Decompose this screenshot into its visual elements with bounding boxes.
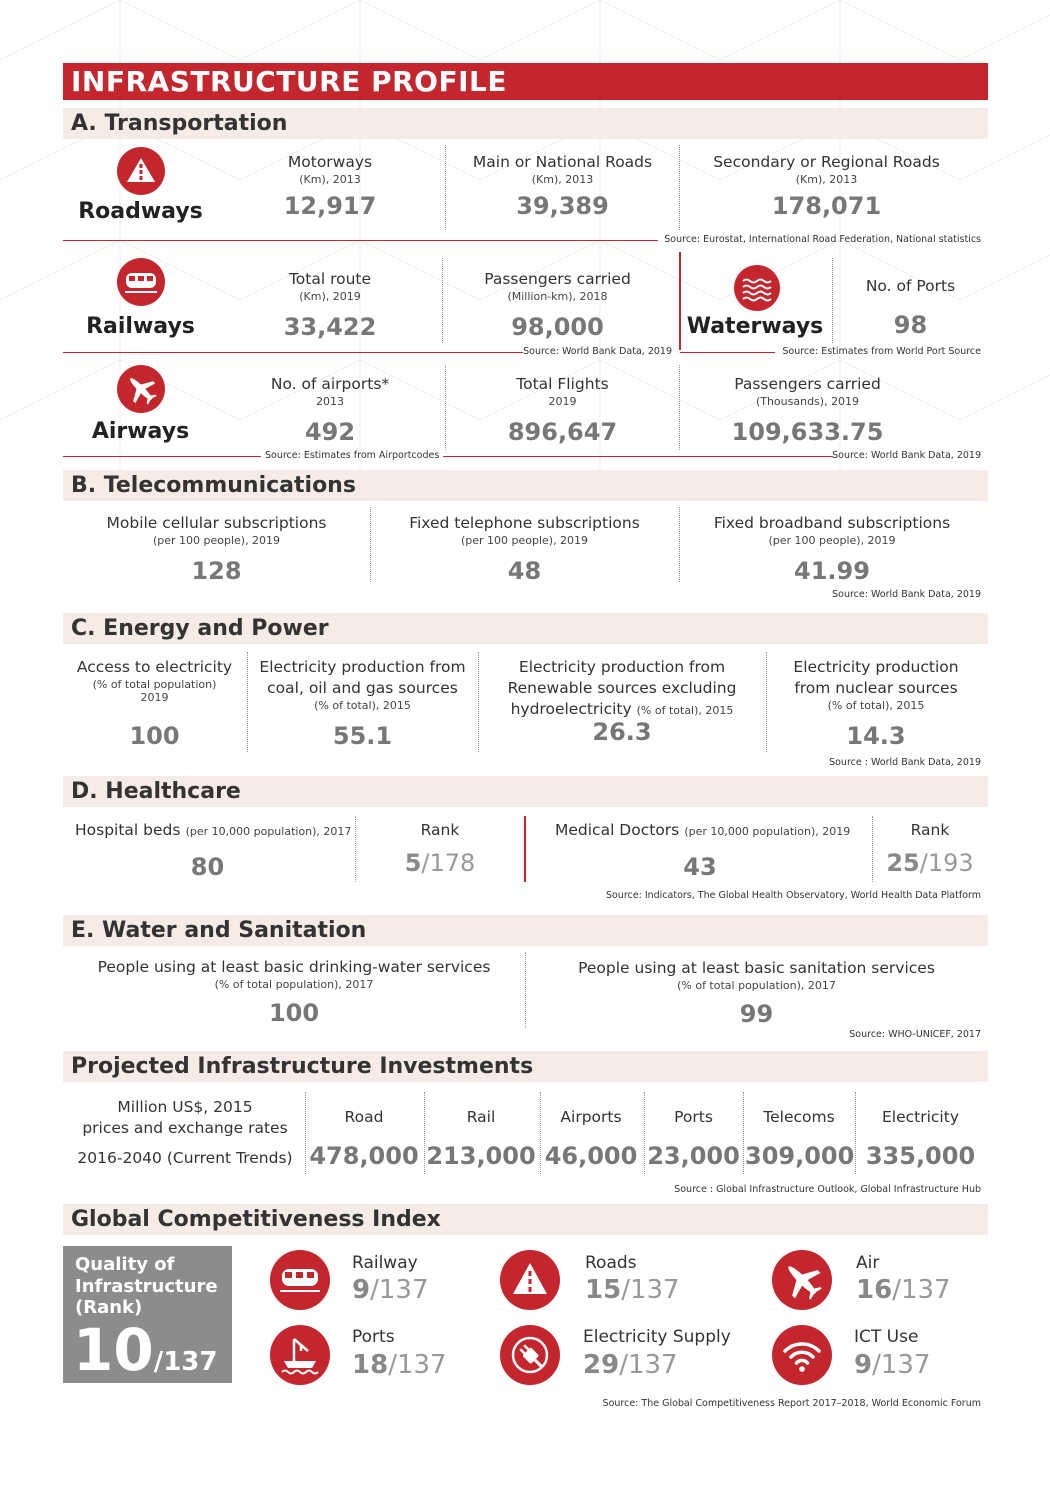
red-rule	[443, 456, 833, 457]
box-rank-of: /137	[153, 1347, 218, 1377]
hospital-beds-value: 80	[190, 853, 225, 881]
gci-electricity-of: /137	[619, 1350, 678, 1380]
nuclear-label-1: Electricity production	[793, 658, 959, 676]
mobile-value: 128	[191, 557, 242, 585]
invest-rail-value: 213,000	[426, 1142, 536, 1170]
gci-roads-label: Roads	[585, 1253, 637, 1273]
doctors-rank-label: Rank	[910, 821, 950, 839]
airplane-icon	[117, 365, 165, 413]
box-rank: 10	[73, 1316, 154, 1384]
gci-railway-label: Railway	[352, 1253, 418, 1273]
ports-icon	[270, 1325, 330, 1385]
wifi-icon	[772, 1325, 832, 1385]
divider	[679, 145, 680, 230]
red-rule	[63, 240, 658, 241]
red-divider	[524, 816, 526, 882]
fossil-label-2: coal, oil and gas sources	[267, 679, 458, 697]
nuclear-label-2: from nuclear sources	[794, 679, 958, 697]
doctors-value: 43	[683, 853, 717, 881]
section-water: E. Water and Sanitation	[63, 915, 988, 946]
roadways-label: Roadways	[78, 199, 203, 224]
road-icon	[117, 147, 165, 195]
air-passengers-sub: (Thousands), 2019	[755, 395, 860, 408]
airports-sub: 2013	[316, 395, 344, 408]
gci-electricity-rank: 29	[583, 1350, 620, 1380]
doctors-rank-value: 25	[886, 849, 920, 877]
doctors-sub: (per 10,000 population), 2019	[684, 825, 851, 838]
red-rule	[63, 456, 261, 457]
railway-icon	[270, 1250, 330, 1310]
electricity-access-value: 100	[129, 722, 180, 750]
roads-icon	[500, 1250, 560, 1310]
airways-source-right: Source: World Bank Data, 2019	[832, 450, 981, 461]
renewable-sub: (% of total), 2015	[636, 704, 734, 717]
railways-source: Source: World Bank Data, 2019	[523, 346, 672, 357]
red-rule	[63, 352, 523, 353]
gci-ict-of: /137	[872, 1350, 931, 1380]
invest-electricity-label: Electricity	[882, 1108, 959, 1126]
divider	[370, 507, 371, 582]
waterways-source: Source: Estimates from World Port Source	[782, 346, 981, 357]
divider	[679, 365, 680, 450]
gci-air-label: Air	[856, 1253, 880, 1273]
red-rule	[680, 352, 775, 353]
divider	[644, 1092, 645, 1174]
gci-electricity-label: Electricity Supply	[583, 1327, 731, 1347]
air-passengers-value: 109,633.75	[731, 418, 884, 446]
sanitation-sub: (% of total population), 2017	[677, 979, 836, 992]
sanitation-label: People using at least basic sanitation services	[578, 959, 935, 977]
water-source: Source: WHO-UNICEF, 2017	[849, 1029, 981, 1040]
roadways-source: Source: Eurostat, International Road Federation, National statistics	[664, 234, 981, 245]
divider	[872, 816, 873, 882]
gci-roads-of: /137	[621, 1275, 680, 1305]
national-roads-label: Main or National Roads	[472, 153, 653, 171]
gci-ict-label: ICT Use	[854, 1327, 919, 1347]
regional-roads-label: Secondary or Regional Roads	[713, 153, 940, 171]
flights-label: Total Flights	[516, 375, 609, 393]
beds-rank-of: /178	[421, 849, 476, 877]
railways-label: Railways	[86, 314, 195, 339]
rail-passengers-sub: (Million-km), 2018	[507, 290, 608, 303]
flights-sub: 2019	[548, 395, 577, 408]
red-divider	[679, 252, 681, 350]
waterways-label: Waterways	[686, 314, 824, 339]
section-investments: Projected Infrastructure Investments	[63, 1051, 988, 1082]
rail-passengers-label: Passengers carried	[484, 270, 631, 288]
invest-rail-label: Rail	[466, 1108, 496, 1126]
national-roads-sub: (Km), 2013	[531, 173, 594, 186]
motorways-sub: (Km), 2013	[299, 173, 361, 186]
box-line-1: Quality of	[75, 1254, 175, 1275]
fixed-phone-value: 48	[507, 557, 542, 585]
investments-desc-1: Million US$, 2015	[117, 1098, 253, 1116]
electricity-access-label: Access to electricity	[76, 658, 233, 676]
renewable-label-1: Electricity production from	[518, 658, 726, 676]
divider	[442, 258, 443, 343]
invest-electricity-value: 335,000	[865, 1142, 976, 1170]
divider	[355, 816, 356, 882]
gci-ports-of: /137	[388, 1350, 447, 1380]
investments-source: Source : Global Infrastructure Outlook, Global Infrastructure Hub	[674, 1184, 981, 1195]
invest-airports-value: 46,000	[544, 1142, 638, 1170]
nuclear-sub: (% of total), 2015	[827, 699, 925, 712]
hospital-beds-label: Hospital beds	[75, 821, 181, 839]
nuclear-value: 14.3	[846, 722, 906, 750]
air-passengers-label: Passengers carried	[734, 375, 881, 393]
airports-label: No. of airports*	[270, 375, 390, 393]
section-gci: Global Competitiveness Index	[63, 1204, 988, 1235]
flights-value: 896,647	[507, 418, 618, 446]
rail-passengers-value: 98,000	[511, 313, 604, 341]
gci-source: Source: The Global Competitiveness Report 2017–2018, World Economic Forum	[602, 1398, 981, 1409]
motorways-label: Motorways	[287, 153, 373, 171]
section-telecom: B. Telecommunications	[63, 470, 988, 501]
sanitation-value: 99	[739, 1000, 774, 1028]
gci-ports-label: Ports	[352, 1327, 395, 1347]
beds-rank-value: 5	[404, 849, 422, 877]
invest-telecoms-value: 309,000	[745, 1142, 855, 1170]
drinking-water-label: People using at least basic drinking-water services	[97, 958, 491, 976]
divider	[766, 652, 767, 752]
gci-ict-rank: 9	[854, 1350, 873, 1380]
rail-route-value: 33,422	[283, 313, 377, 341]
divider	[743, 1092, 744, 1174]
renewable-label-2: Renewable sources excluding	[507, 679, 737, 697]
divider	[540, 1092, 541, 1174]
box-line-3: (Rank)	[75, 1297, 143, 1318]
hospital-beds-sub: (per 10,000 population), 2017	[185, 825, 352, 838]
fixed-phone-sub: (per 100 people), 2019	[460, 534, 589, 547]
airways-source-left: Source: Estimates from Airportcodes	[265, 450, 440, 461]
divider	[424, 1092, 425, 1174]
waves-icon	[734, 265, 780, 311]
airports-value: 492	[304, 418, 356, 446]
rail-route-sub: (Km), 2019	[299, 290, 361, 303]
broadband-label: Fixed broadband subscriptions	[713, 514, 951, 532]
electricity-access-year: 2019	[140, 691, 169, 704]
mobile-label: Mobile cellular subscriptions	[106, 514, 327, 532]
invest-telecoms-label: Telecoms	[763, 1108, 835, 1126]
broadband-value: 41.99	[794, 557, 870, 585]
beds-rank-label: Rank	[420, 821, 460, 839]
gci-roads-rank: 15	[585, 1275, 622, 1305]
drinking-water-sub: (% of total population), 2017	[214, 978, 374, 991]
renewable-value: 26.3	[592, 718, 652, 746]
section-energy: C. Energy and Power	[63, 613, 988, 644]
invest-road-value: 478,000	[309, 1142, 419, 1170]
broadband-sub: (per 100 people), 2019	[768, 534, 896, 547]
fossil-sub: (% of total), 2015	[314, 699, 411, 712]
drinking-water-value: 100	[268, 999, 320, 1027]
train-icon	[117, 258, 165, 306]
divider	[679, 507, 680, 582]
invest-road-label: Road	[344, 1108, 384, 1126]
divider	[445, 365, 446, 450]
invest-ports-value: 23,000	[647, 1142, 740, 1170]
national-roads-value: 39,389	[516, 192, 609, 220]
electricity-plug-icon	[500, 1325, 560, 1385]
divider	[305, 1092, 306, 1174]
health-source: Source: Indicators, The Global Health Observatory, World Health Data Platform	[605, 890, 981, 901]
divider	[832, 258, 833, 343]
page-title: INFRASTRUCTURE PROFILE	[63, 63, 988, 100]
rail-route-label: Total route	[288, 270, 372, 288]
gci-air-of: /137	[892, 1275, 951, 1305]
investments-period: 2016-2040 (Current Trends)	[77, 1149, 293, 1167]
ports-count-label: No. of Ports	[865, 277, 956, 295]
invest-ports-label: Ports	[674, 1108, 713, 1126]
fixed-phone-label: Fixed telephone subscriptions	[409, 514, 640, 532]
regional-roads-value: 178,071	[771, 192, 882, 220]
electricity-access-sub: (% of total population)	[92, 678, 217, 691]
divider	[855, 1092, 856, 1174]
section-healthcare: D. Healthcare	[63, 776, 988, 807]
divider	[445, 145, 446, 230]
gci-railway-of: /137	[370, 1275, 429, 1305]
gci-railway-rank: 9	[352, 1275, 371, 1305]
motorways-value: 12,917	[283, 192, 377, 220]
divider	[478, 652, 479, 752]
mobile-sub: (per 100 people), 2019	[152, 534, 281, 547]
gci-ports-rank: 18	[352, 1350, 389, 1380]
divider	[247, 652, 248, 752]
infrastructure-rank-box	[63, 1246, 232, 1383]
fossil-label-1: Electricity production from	[259, 658, 466, 676]
air-icon	[772, 1250, 832, 1310]
doctors-label: Medical Doctors	[555, 821, 680, 839]
box-line-2: Infrastructure	[75, 1275, 218, 1297]
ports-count-value: 98	[893, 311, 928, 339]
gci-air-rank: 16	[856, 1275, 893, 1305]
telecom-source: Source: World Bank Data, 2019	[832, 589, 981, 600]
divider	[525, 952, 526, 1028]
doctors-rank-of: /193	[919, 849, 974, 877]
airways-label: Airways	[91, 419, 190, 444]
section-transportation: A. Transportation	[63, 108, 988, 139]
fossil-value: 55.1	[332, 722, 393, 750]
energy-source: Source : World Bank Data, 2019	[829, 757, 981, 768]
invest-airports-label: Airports	[560, 1108, 622, 1126]
regional-roads-sub: (Km), 2013	[795, 173, 858, 186]
renewable-label-3: hydroelectricity	[510, 700, 632, 718]
investments-desc-2: prices and exchange rates	[82, 1119, 288, 1137]
